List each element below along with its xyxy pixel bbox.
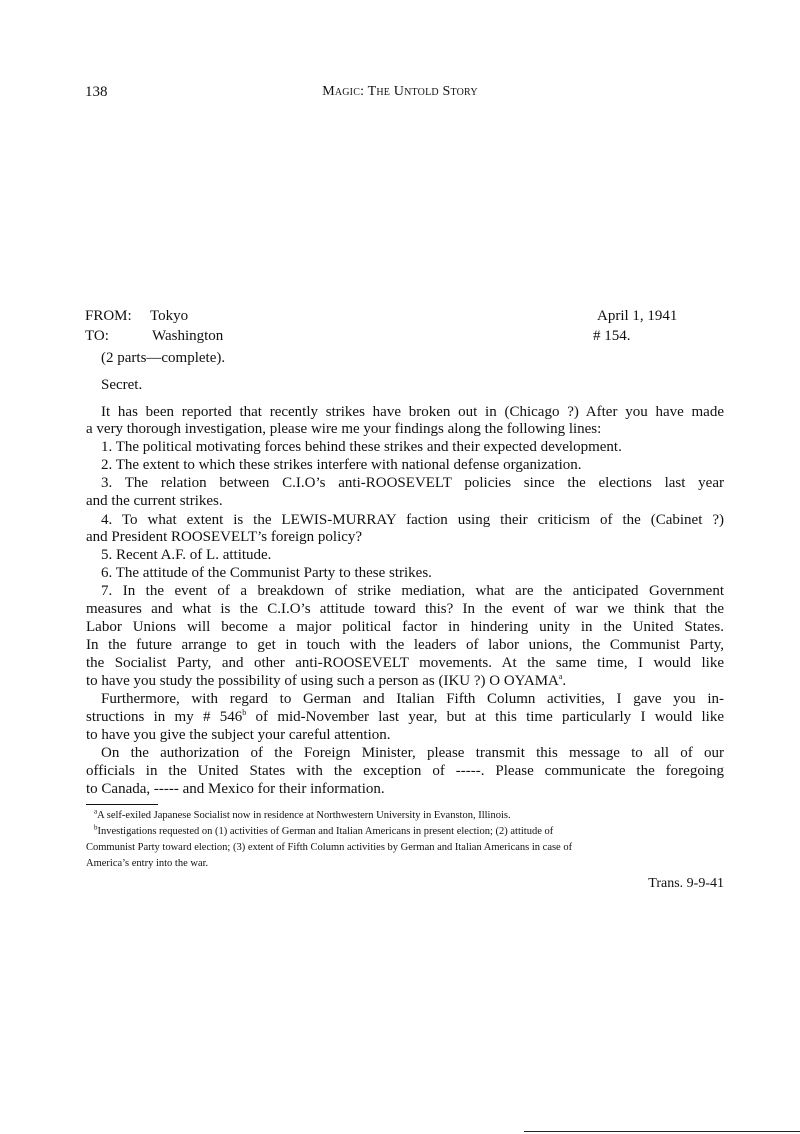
message-number: # 154. — [593, 328, 631, 344]
footnote-b-line-3: America’s entry into the war. — [86, 858, 209, 869]
message-date: April 1, 1941 — [597, 308, 678, 324]
list-item-7-line-3: Labor Unions will become a major political factor in hindering unity in the United States. — [86, 619, 724, 635]
from-value: Tokyo — [150, 308, 189, 324]
list-item-7-line-6-end: . — [562, 673, 567, 689]
list-item-7-line-4: In the future arrange to get in touch with the leaders of labor unions, the Communist Party, — [86, 637, 724, 653]
list-item-7-line-1: 7. In the event of a breakdown of strike mediation, what are the anticipated Government — [101, 583, 724, 599]
authorization-line-3: to Canada, ----- and Mexico for their information. — [86, 781, 385, 797]
list-item-4-line-1: 4. To what extent is the LEWIS-MURRAY faction using their criticism of the (Cabinet ?) — [101, 512, 724, 528]
footnote-b-mark: b — [94, 823, 98, 832]
fifth-column-line-2-end: of mid-November last year, but at this time particularly I would like — [246, 709, 724, 725]
intro-line-2: a very thorough investigation, please wire me your findings along the following lines: — [86, 421, 602, 437]
footnote-a-text: A self-exiled Japanese Socialist now in residence at Northwestern University in Evanston, Illinois. — [97, 810, 511, 821]
intro-line-1: It has been reported that recently strikes have broken out in (Chicago ?) After you have made — [101, 404, 724, 420]
fifth-column-line-2-text: structions in my # 546 — [86, 709, 243, 725]
list-item-2: 2. The extent to which these strikes interfere with national defense organization. — [101, 457, 582, 473]
footnote-b-line-2: Communist Party toward election; (3) extent of Fifth Column activities by German and Italian Americans in case of — [86, 842, 573, 853]
footnote-b-text-1: Investigations requested on (1) activities of German and Italian Americans in present election; (2) attitude of — [97, 826, 554, 837]
list-item-7-line-2: measures and what is the C.I.O’s attitude toward this? In the event of war we think that the — [86, 601, 724, 617]
authorization-line-2: officials in the United States with the exception of -----. Please communicate the foregoing — [86, 763, 724, 779]
running-head — [0, 84, 800, 100]
footnote-a — [94, 807, 724, 821]
fifth-column-line-3: to have you give the subject your careful attention. — [86, 727, 391, 743]
footnote-b-ref: b — [242, 708, 247, 717]
to-label: TO: — [85, 328, 109, 344]
list-item-5: 5. Recent A.F. of L. attitude. — [101, 547, 272, 563]
list-item-1: 1. The political motivating forces behind these strikes and their expected development. — [101, 439, 622, 455]
fifth-column-line-2 — [86, 709, 724, 726]
footnote-b-line-1 — [94, 823, 724, 837]
list-item-7-line-6-text: to have you study the possibility of using such a person as (IKU ?) O OYAMA — [86, 673, 559, 689]
list-item-3-line-1: 3. The relation between C.I.O’s anti-ROOSEVELT policies since the elections last year — [101, 475, 724, 491]
list-item-3-line-2: and the current strikes. — [86, 493, 223, 509]
fifth-column-line-1: Furthermore, with regard to German and Italian Fifth Column activities, I gave you in- — [101, 691, 724, 707]
authorization-line-1: On the authorization of the Foreign Minister, please transmit this message to all of our — [101, 745, 724, 761]
page-number: 138 — [85, 84, 108, 100]
to-value: Washington — [152, 328, 224, 344]
list-item-7-line-5: the Socialist Party, and other anti-ROOSEVELT movements. At the same time, I would like — [86, 655, 724, 671]
footnote-a-mark: a — [94, 807, 98, 816]
footnote-a-ref: a — [558, 672, 563, 681]
parts-note: (2 parts—complete). — [101, 350, 226, 366]
translation-date: Trans. 9-9-41 — [648, 876, 724, 891]
list-item-6: 6. The attitude of the Communist Party to these strikes. — [101, 565, 432, 581]
list-item-4-line-2: and President ROOSEVELT’s foreign policy? — [86, 529, 363, 545]
secret-note: Secret. — [101, 377, 143, 393]
running-head-title: Magic: The Untold Story — [322, 84, 478, 99]
footnote-divider — [86, 804, 158, 805]
from-label: FROM: — [85, 308, 132, 324]
bottom-scan-line — [524, 1131, 800, 1132]
list-item-7-line-6 — [86, 673, 724, 690]
